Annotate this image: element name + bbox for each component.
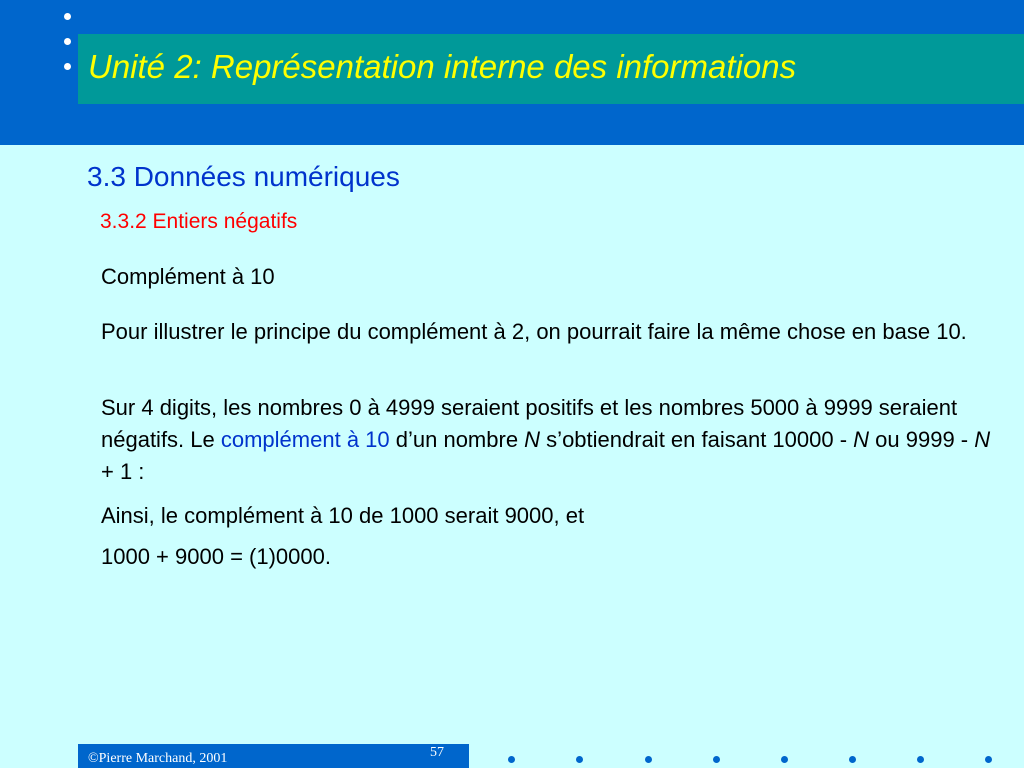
decorative-dot [64,13,71,20]
decorative-dot [985,756,992,763]
variable-n: N [853,427,870,452]
decorative-dot [64,63,71,70]
text-segment: ou 9999 - [869,427,975,452]
footer-bar [78,744,469,768]
highlighted-term: complément à 10 [220,427,390,452]
decorative-dot [64,38,71,45]
variable-n: N [974,427,991,452]
text-segment: s’obtiendrait en faisant 10000 - [540,427,854,452]
section-heading: 3.3 Données numériques [87,161,400,192]
text-segment: + 1 : [101,459,145,484]
paragraph-complement-title: Complément à 10 [101,264,275,289]
copyright: ©Pierre Marchand, 2001 [88,751,228,766]
paragraph-example: Ainsi, le complément à 10 de 1000 serait 9000, et [101,503,585,528]
slide-title: Unité 2: Représentation interne des informations [88,48,797,85]
text-segment: d’un nombre [389,427,525,452]
paragraph-definition [101,392,1001,488]
page-number: 57 [430,745,444,760]
paragraph-equation: 1000 + 9000 = (1)0000. [101,544,331,569]
title-box [78,34,1024,104]
decorative-dot [781,756,788,763]
decorative-dot [713,756,720,763]
subsection-heading: 3.3.2 Entiers négatifs [100,210,298,233]
text-segment: Sur 4 digits, les nombres 0 à 4999 seraient positifs et les nombres 5000 à 9999 seraient négatifs. Le [101,395,958,452]
decorative-dot [576,756,583,763]
header-band [0,0,1024,145]
decorative-dot [508,756,515,763]
decorative-dot [917,756,924,763]
variable-n: N [524,427,541,452]
decorative-dot [849,756,856,763]
decorative-dot [645,756,652,763]
paragraph-principle: Pour illustrer le principe du complément à 2, on pourrait faire la même chose en base 10. [101,319,967,344]
